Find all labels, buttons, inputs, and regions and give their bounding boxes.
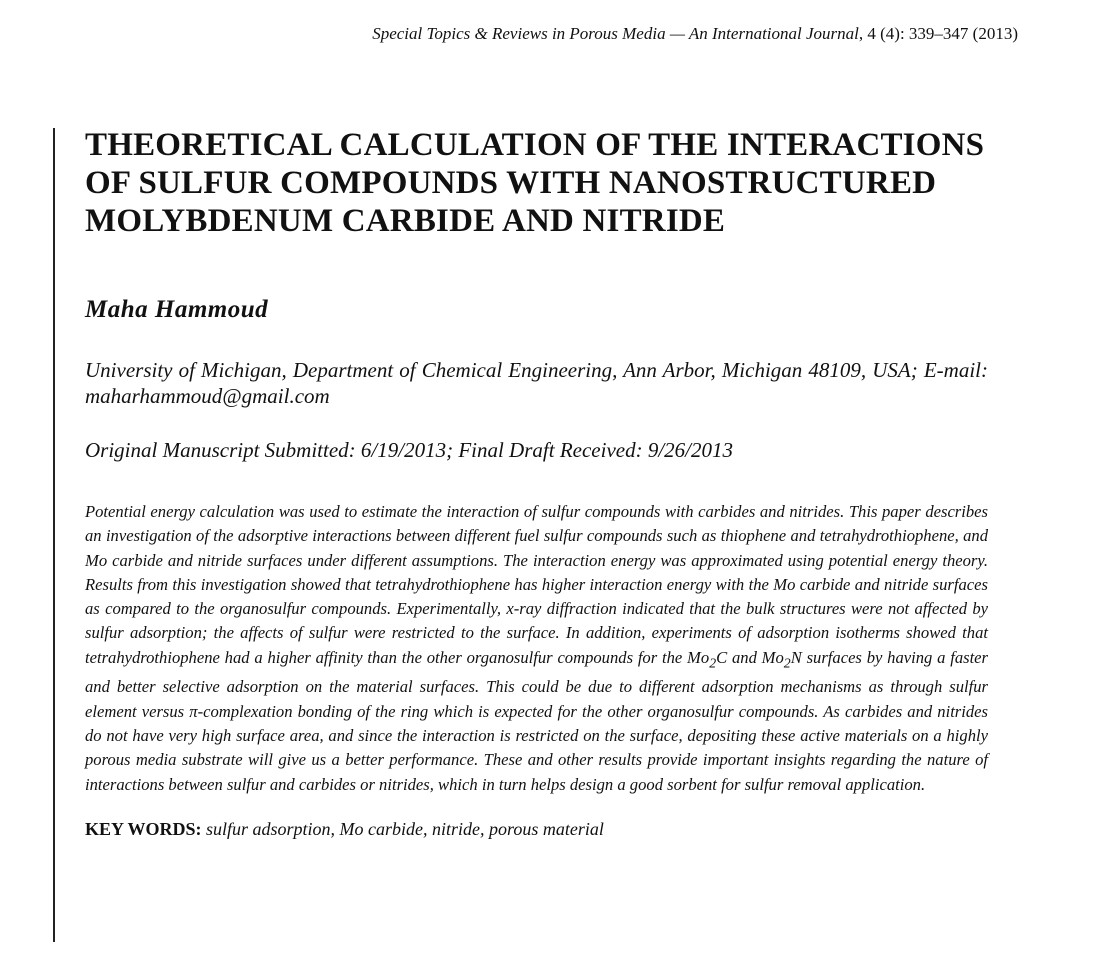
journal-name: Special Topics & Reviews in Porous Media — An International Journal [372, 24, 859, 43]
abstract [85, 500, 988, 797]
abstract-subscript-2: 2 [783, 655, 791, 671]
article-title: THEORETICAL CALCULATION OF THE INTERACTIONS OF SULFUR COMPOUNDS WITH NANOSTRUCTURED MOLYBDENUM CARBIDE AND NITRIDE [85, 127, 985, 239]
manuscript-dates: Original Manuscript Submitted: 6/19/2013; Final Draft Received: 9/26/2013 [85, 438, 733, 462]
keywords-label: KEY WORDS: [85, 818, 202, 839]
author-affiliation: University of Michigan, Department of Chemical Engineering, Ann Arbor, Michigan 48109, USA; E-mail: maharhammoud@gmail.com [85, 358, 988, 408]
author-name: Maha Hammoud [85, 296, 269, 323]
keywords-values: sulfur adsorption, Mo carbide, nitride, porous material [206, 818, 604, 839]
abstract-text-part-1: Potential energy calculation was used to estimate the interaction of sulfur compounds with carbides and nitrides. This paper describes an investigation of the adsorptive interactions between different fuel sulfur compounds such as thiophene and tetrahydrothiophene, and Mo carbide and nitride surfaces under different assumptions. The interaction energy was approximated using potential energy theory. Results from this investigation showed that tetrahydrothiophene has higher interaction energy with the Mo carbide and nitride surfaces as compared to the organosulfur compounds. Experimentally, x-ray diffraction indicated that the bulk structures were not affected by sulfur adsorption; the affects of sulfur were restricted to the surface. In addition, experiments of adsorption isotherms showed that tetrahydrothiophene had a higher affinity than the other organosulfur compounds for the Mo [85, 502, 988, 667]
abstract-text-part-2: C and Mo [716, 647, 784, 667]
abstract-subscript-1: 2 [709, 655, 717, 671]
running-header [372, 24, 1018, 44]
left-margin-rule [53, 128, 55, 942]
article-front-matter [85, 126, 988, 841]
abstract-text-part-3: N surfaces by having a faster and better selective adsorption on the material surfaces. This could be due to different adsorption mechanisms as through sulfur element versus π-complexation bonding of the ring which is expected for the other organosulfur compounds. As carbides and nitrides do not have very high surface area, and since the interaction is restricted on the surface, depositing these active materials on a highly porous media substrate will give us a better performance. These and other results provide important insights regarding the nature of interactions between sulfur and carbides or nitrides, which in turn helps design a good sorbent for sulfur removal application. [85, 647, 989, 794]
keywords [85, 817, 988, 841]
journal-citation: , 4 (4): 339–347 (2013) [858, 24, 1018, 43]
